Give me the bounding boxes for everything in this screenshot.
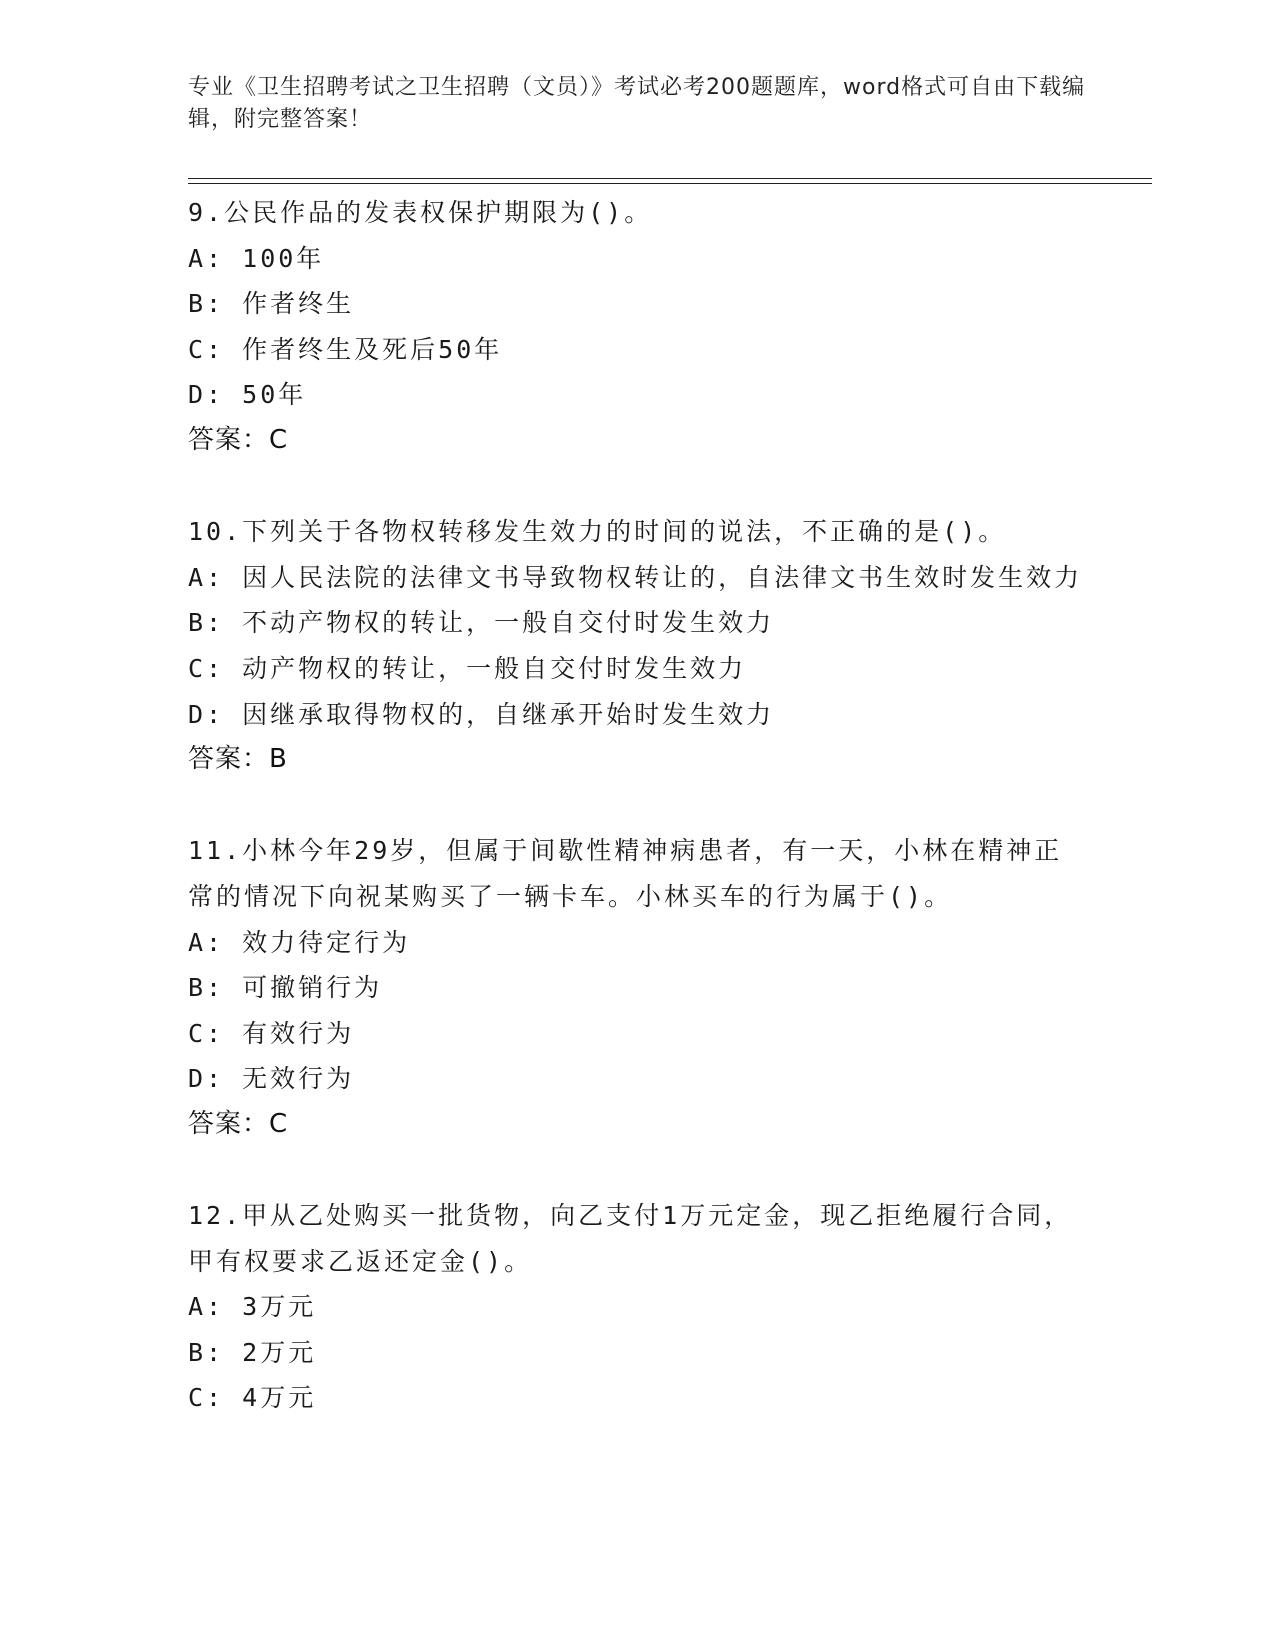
option-a: A: 100年 <box>188 243 325 273</box>
document-header: 专业《卫生招聘考试之卫生招聘（文员）》考试必考200题题库，word格式可自由下载编辑，附完整答案！ <box>188 75 1086 132</box>
option-b: B: 2万元 <box>188 1337 317 1367</box>
question-11 <box>188 828 1088 1147</box>
question-list <box>188 190 1088 1467</box>
question-stem: 12.甲从乙处购买一批货物，向乙支付1万元定金，现乙拒绝履行合同，甲有权要求乙返还定金()。 <box>188 1201 1073 1276</box>
option-b: B: 作者终生 <box>188 289 355 319</box>
question-stem: 11.小林今年29岁，但属于间歇性精神病患者，有一天，小林在精神正常的情况下向祝某购买了一辆卡车。小林买车的行为属于()。 <box>188 836 1063 911</box>
question-9 <box>188 190 1088 464</box>
option-c: C: 有效行为 <box>188 1018 355 1048</box>
option-a: A: 3万元 <box>188 1292 317 1322</box>
answer: 答案：C <box>188 424 289 455</box>
question-12 <box>188 1193 1088 1421</box>
question-10 <box>188 509 1088 783</box>
option-c: C: 动产物权的转让，一般自交付时发生效力 <box>188 653 747 683</box>
answer: 答案：C <box>188 1108 289 1139</box>
option-b: B: 可撤销行为 <box>188 973 383 1003</box>
answer: 答案：B <box>188 744 288 775</box>
option-d: D: 无效行为 <box>188 1064 355 1094</box>
option-c: C: 作者终生及死后50年 <box>188 334 503 364</box>
header-divider-bottom <box>188 183 1152 184</box>
option-d: D: 因继承取得物权的，自继承开始时发生效力 <box>188 699 775 729</box>
option-d: D: 50年 <box>188 380 307 410</box>
option-a: A: 效力待定行为 <box>188 927 411 957</box>
option-b: B: 不动产物权的转让，一般自交付时发生效力 <box>188 608 775 638</box>
header-divider-top <box>188 178 1152 179</box>
option-a: A: 因人民法院的法律文书导致物权转让的，自法律文书生效时发生效力 <box>188 562 1083 592</box>
question-stem: 9.公民作品的发表权保护期限为()。 <box>188 198 653 227</box>
option-c: C: 4万元 <box>188 1383 317 1413</box>
question-stem: 10.下列关于各物权转移发生效力的时间的说法，不正确的是()。 <box>188 517 1007 547</box>
